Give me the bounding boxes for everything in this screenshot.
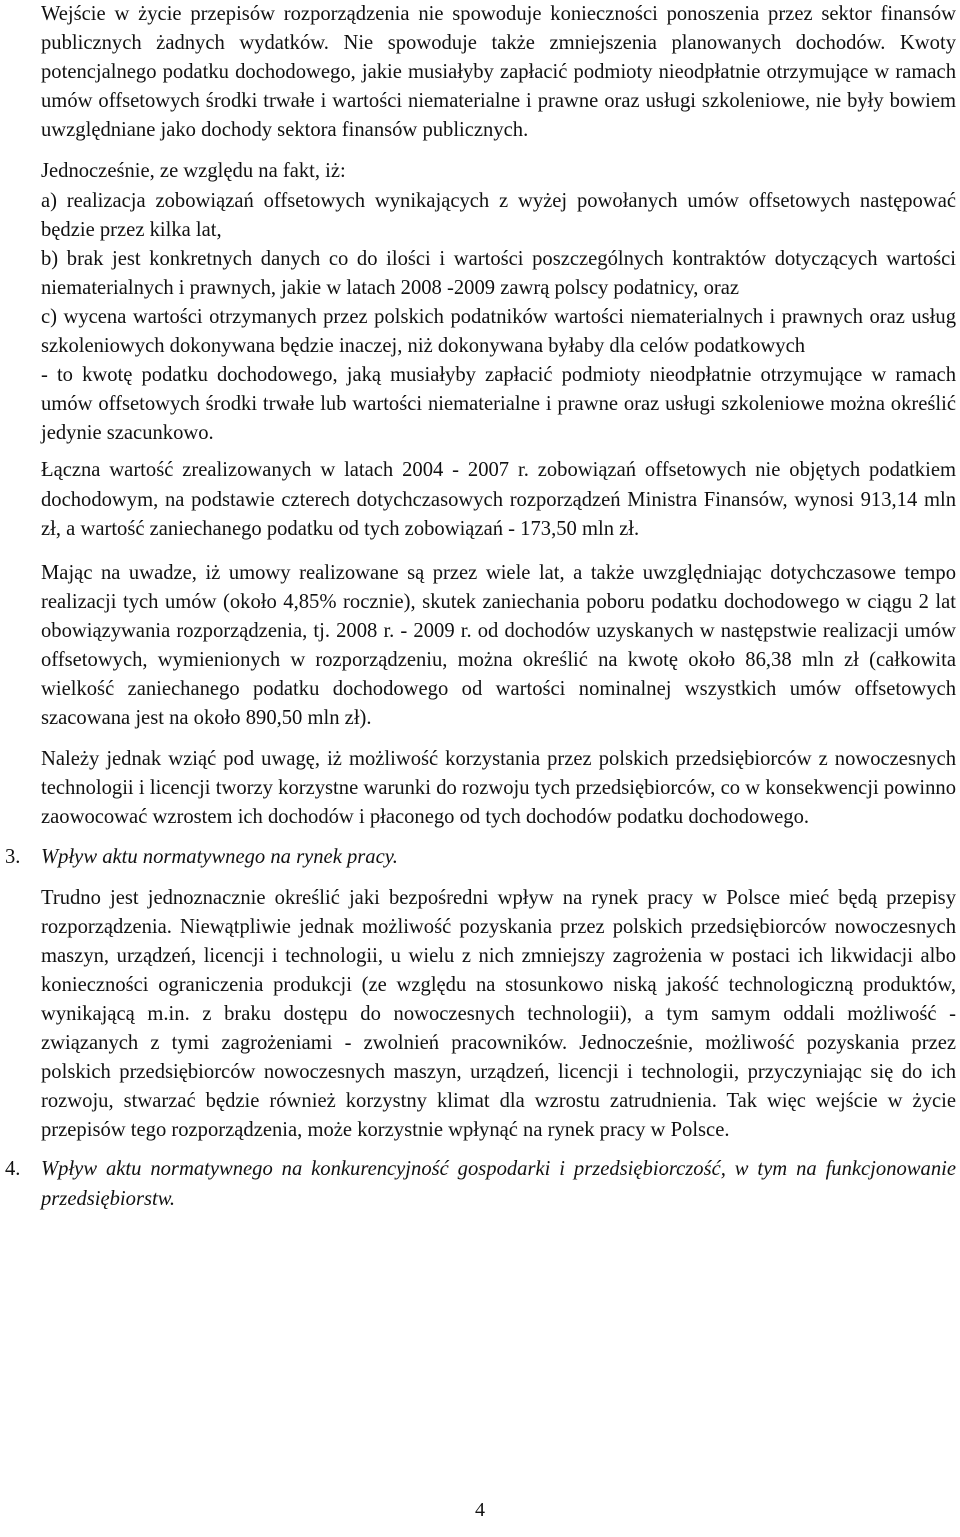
section-number: 4.: [5, 1158, 21, 1181]
section-heading-labor-market: [5, 843, 956, 872]
section-heading-competitiveness: [5, 1155, 956, 1213]
section-title: Wpływ aktu normatywnego na konkurencyjność gospodarki i przedsiębiorczość, w tym na funkcjonowanie przedsiębiorstw.: [41, 1158, 956, 1210]
section-number: 3.: [5, 845, 21, 868]
list-item-b: b) brak jest konkretnych danych co do ilości i wartości poszczególnych kontraktów dotyczących wartości niematerialnych i prawnych, jakie w latach 2008 -2009 zawrą polscy podatnicy, oraz: [41, 247, 956, 299]
section-title: Wpływ aktu normatywnego na rynek pracy.: [41, 845, 398, 868]
paragraph-tax-estimate: - to kwotę podatku dochodowego, jaką musiałyby zapłacić podmioty nieodpłatnie otrzymujące w ramach umów offsetowych środki trwałe lub wartości niematerialne i prawne oraz usługi szkoleniowe można określić jedynie szacunkowo.: [41, 364, 956, 445]
paragraph-total-value: Łączna wartość zrealizowanych w latach 2004 - 2007 r. zobowiązań offsetowych nie objętych podatkiem dochodowym, na podstawie czterech dotychczasowych rozporządzeń Ministra Finansów, wynosi 913,14 mln zł, a wartość zaniechanego podatku od tych zobowiązań - 173,50 mln zł.: [41, 459, 956, 540]
paragraph-technology-benefits: Należy jednak wziąć pod uwagę, iż możliwość korzystania przez polskich przedsiębiorców z nowoczesnych technologii i licencji tworzy korzystne warunki do rozwoju tych przedsiębiorców, co w konsekwencji powinno zaowocować wzrostem ich dochodów i płaconego od tych dochodów podatku dochodowego.: [41, 748, 956, 829]
list-item-c: c) wycena wartości otrzymanych przez polskich podatników wartości niematerialnych i prawnych oraz usług szkoleniowych dokonywana będzie inaczej, niż dokonywana byłaby dla celów podatkowych: [41, 305, 956, 358]
paragraph-tax-abandonment: Mając na uwadze, iż umowy realizowane są przez wiele lat, a także uwzględniając dotychczasowe tempo realizacji tych umów (około 4,85% rocznie), skutek zaniechania poboru podatku dochodowego w ciągu 2 lat obowiązywania rozporządzenia, tj. 2008 r. - 2009 r. od dochodów uzyskanych w następstwie realizacji umów offsetowych, wymienionych w rozporządzeniu, można określić na kwotę około 86,38 mln zł (całkowita wielkość zaniechanego podatku dochodowego od wartości nominalnej wszystkich umów offsetowych szacowana jest na około 890,50 mln zł).: [41, 561, 956, 730]
paragraph-budget-impact: Wejście w życie przepisów rozporządzenia nie spowoduje konieczności ponoszenia przez sektor finansów publicznych żadnych wydatków. Nie spowoduje także zmniejszenia planowanych dochodów. Kwoty potencjalnego podatku dochodowego, jakie musiałyby zapłacić podmioty nieodpłatnie otrzymujące w ramach umów offsetowych środki trwałe i wartości niematerialne i prawne oraz usługi szkoleniowe, nie były bowiem uwzględniane jako dochody sektora finansów publicznych.: [41, 3, 956, 142]
paragraph-labor-market: Trudno jest jednoznacznie określić jaki bezpośredni wpływ na rynek pracy w Polsce mieć będą przepisy rozporządzenia. Niewątpliwie jednak możliwość pozyskania przez polskich przedsiębiorców nowoczesnych maszyn, urządzeń, licencji i technologii, u wielu z nich zmniejszy zagrożenia w postaci ich likwidacji albo konieczności ograniczenia produkcji (ze względu na stosunkowo niską jakość technologiczną produktów, wynikającą m.in. z braku dostępu do nowoczesnych technologii), a tym samym oddali możliwość - związanych z tymi zagrożeniami - zwolnień pracowników. Jednocześnie, możliwość pozyskania przez polskich przedsiębiorców nowoczesnych maszyn, urządzeń, licencji i technologii, przyczyniając się do ich rozwoju, stwarzać będzie również korzystny klimat dla wzrostu zatrudnienia. Tak więc wejście w życie przepisów tego rozporządzenia, może korzystnie wpłynąć na rynek pracy w Polsce.: [41, 886, 956, 1142]
document-page: [5, 0, 956, 1214]
list-item-a: a) realizacja zobowiązań offsetowych wynikających z wyżej powołanych umów offsetowych następować będzie przez kilka lat,: [41, 189, 956, 241]
paragraph-conditions-intro: Jednocześnie, ze względu na fakt, iż:: [41, 160, 346, 183]
page-number: 4: [475, 1499, 485, 1521]
